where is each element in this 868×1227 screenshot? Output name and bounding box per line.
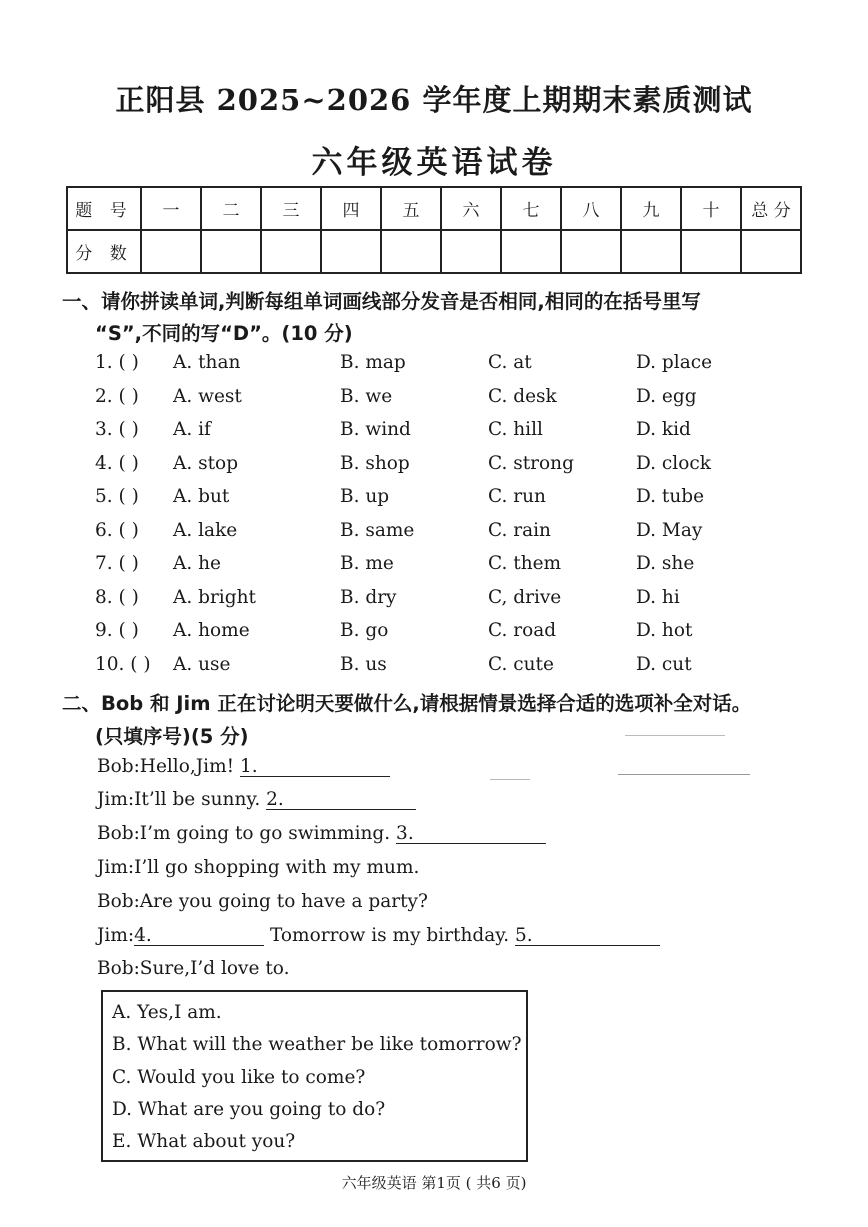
dialogue-line-1 [97,756,390,777]
score-col-6: 六 [441,187,501,230]
option-b-word: B. we [340,385,393,407]
dialogue-line-5: Bob:Are you going to have a party? [97,891,428,912]
score-col-4: 四 [321,187,381,230]
option-d: D. What are you going to do? [112,1099,386,1120]
option-b-word: B. same [340,519,415,541]
question-row [95,587,795,617]
section1-instruction-line2: “S”,不同的写“D”。(10 分) [95,322,353,345]
score-cell[interactable] [321,230,381,273]
option-d-word: D. place [636,352,713,373]
option-c-word: C. strong [488,452,574,474]
option-a: A. Yes,I am. [112,1002,222,1023]
score-col-total: 总 分 [741,187,801,230]
option-b-word: B. us [340,653,387,675]
question-number-bracket[interactable]: 6. ( ) [95,519,139,541]
question-row [95,386,795,416]
option-b-word: B. me [340,553,394,574]
score-cell[interactable] [201,230,261,273]
score-header-row [67,187,801,230]
score-cell[interactable] [441,230,501,273]
question-number-bracket[interactable]: 9. ( ) [95,620,139,641]
score-col-2: 二 [201,187,261,230]
section1-instruction-line1: 一、请你拼读单词,判断每组单词画线部分发音是否相同,相同的在括号里写 [62,290,701,313]
score-cell[interactable] [381,230,441,273]
score-cell[interactable] [261,230,321,273]
option-a-word: A. home [173,620,250,641]
question-row [95,553,795,583]
option-d-word: D. tube [636,486,705,507]
option-b-word: B. up [340,486,390,507]
score-row-label: 分 数 [67,230,141,273]
blank-number: 3. [396,823,414,844]
option-d-word: D. kid [636,419,691,440]
question-number-bracket[interactable]: 1. ( ) [95,352,139,373]
option-a-word: A. stop [173,452,239,474]
blank-number: 1. [239,756,258,777]
question-row [95,620,795,650]
option-c-word: C, drive [488,586,562,608]
score-col-7: 七 [501,187,561,230]
question-number-bracket[interactable]: 7. ( ) [95,553,139,574]
dialogue-text: Bob:Hello,Jim! [97,756,235,777]
exam-title: 正阳县 2025~2026 学年度上期期末素质测试 [115,83,753,117]
option-e: E. What about you? [112,1131,296,1152]
dialogue-speaker: Jim: [97,925,135,946]
option-b-word: B. go [340,620,389,641]
page-footer: 六年级英语 第1页 ( 共6 页) [341,1174,527,1192]
option-a-word: A. use [173,653,231,675]
dialogue-line-4: Jim:I’ll go shopping with my mum. [97,857,420,878]
option-c-word: C. rain [488,519,551,541]
option-b-word: B. wind [340,419,411,440]
option-d-word: D. hi [636,586,680,608]
score-col-9: 九 [621,187,681,230]
option-a-word: A. if [173,419,211,440]
question-row [95,520,795,550]
question-number-bracket[interactable]: 2. ( ) [95,385,139,407]
score-col-label: 题 号 [67,187,141,230]
section2-instruction-line2: (只填序号)(5 分) [95,725,249,748]
dialogue-line-3 [97,823,546,844]
options-box [101,990,528,1162]
answer-blank-3[interactable] [396,823,546,844]
answer-blank-5[interactable] [515,925,660,946]
score-col-1: 一 [141,187,201,230]
score-col-10: 十 [681,187,741,230]
question-number-bracket[interactable]: 3. ( ) [95,419,139,440]
question-row [95,486,795,516]
question-row [95,419,795,449]
option-c-word: C. hill [488,419,543,440]
answer-blank-1[interactable] [240,756,390,777]
option-d-word: D. cut [636,653,692,675]
question-number-bracket[interactable]: 4. ( ) [95,452,139,474]
dialogue-line-7: Bob:Sure,I’d love to. [97,958,290,979]
blank-number: 4. [134,925,152,946]
score-col-5: 五 [381,187,441,230]
option-a-word: A. he [173,553,221,574]
option-a-word: A. but [173,486,230,507]
score-cell[interactable] [501,230,561,273]
question-number-bracket[interactable]: 8. ( ) [95,586,139,608]
option-a-word: A. lake [173,519,238,541]
dialogue-text: Jim:It’ll be sunny. [97,789,261,810]
option-d-word: D. she [636,553,695,574]
blank-number: 5. [515,925,533,946]
score-cell[interactable] [621,230,681,273]
option-c-word: C. at [488,352,532,373]
option-c-word: C. road [488,620,557,641]
score-cell[interactable] [681,230,741,273]
dialogue-line-6 [97,925,660,946]
option-b-word: B. shop [340,452,410,474]
answer-blank-4[interactable] [134,925,264,946]
score-col-8: 八 [561,187,621,230]
option-d-word: D. May [636,519,703,541]
option-a-word: A. bright [173,586,256,608]
option-a-word: A. than [173,352,241,373]
option-c-word: C. them [488,553,562,574]
option-c-word: C. desk [488,385,557,407]
option-d-word: D. egg [636,385,697,407]
question-number-bracket[interactable]: 10. ( ) [95,653,151,675]
score-table [66,186,802,274]
question-row [95,654,795,684]
question-number-bracket[interactable]: 5. ( ) [95,486,139,507]
option-b: B. What will the weather be like tomorrow? [112,1034,522,1055]
option-a-word: A. west [173,385,242,407]
option-c-word: C. cute [488,653,554,675]
dialogue-line-2 [97,789,416,810]
section2-instruction-line1: 二、Bob 和 Jim 正在讨论明天要做什么,请根据情景选择合适的选项补全对话。 [62,692,752,715]
option-d-word: D. clock [636,452,711,474]
exam-subtitle: 六年级英语试卷 [311,145,557,181]
score-cell[interactable] [561,230,621,273]
answer-blank-2[interactable] [266,789,416,810]
question-row [95,352,795,382]
blank-number: 2. [266,789,284,810]
option-b-word: B. dry [340,586,397,608]
question-row [95,453,795,483]
dialogue-text: Bob:I’m going to go swimming. [97,823,391,844]
score-value-row [67,230,801,273]
option-b-word: B. map [340,352,406,373]
option-c-word: C. run [488,486,546,507]
score-col-3: 三 [261,187,321,230]
dialogue-text: Tomorrow is my birthday. [270,925,510,946]
score-cell[interactable] [741,230,801,273]
option-d-word: D. hot [636,620,693,641]
score-cell[interactable] [141,230,201,273]
option-c: C. Would you like to come? [112,1067,366,1088]
